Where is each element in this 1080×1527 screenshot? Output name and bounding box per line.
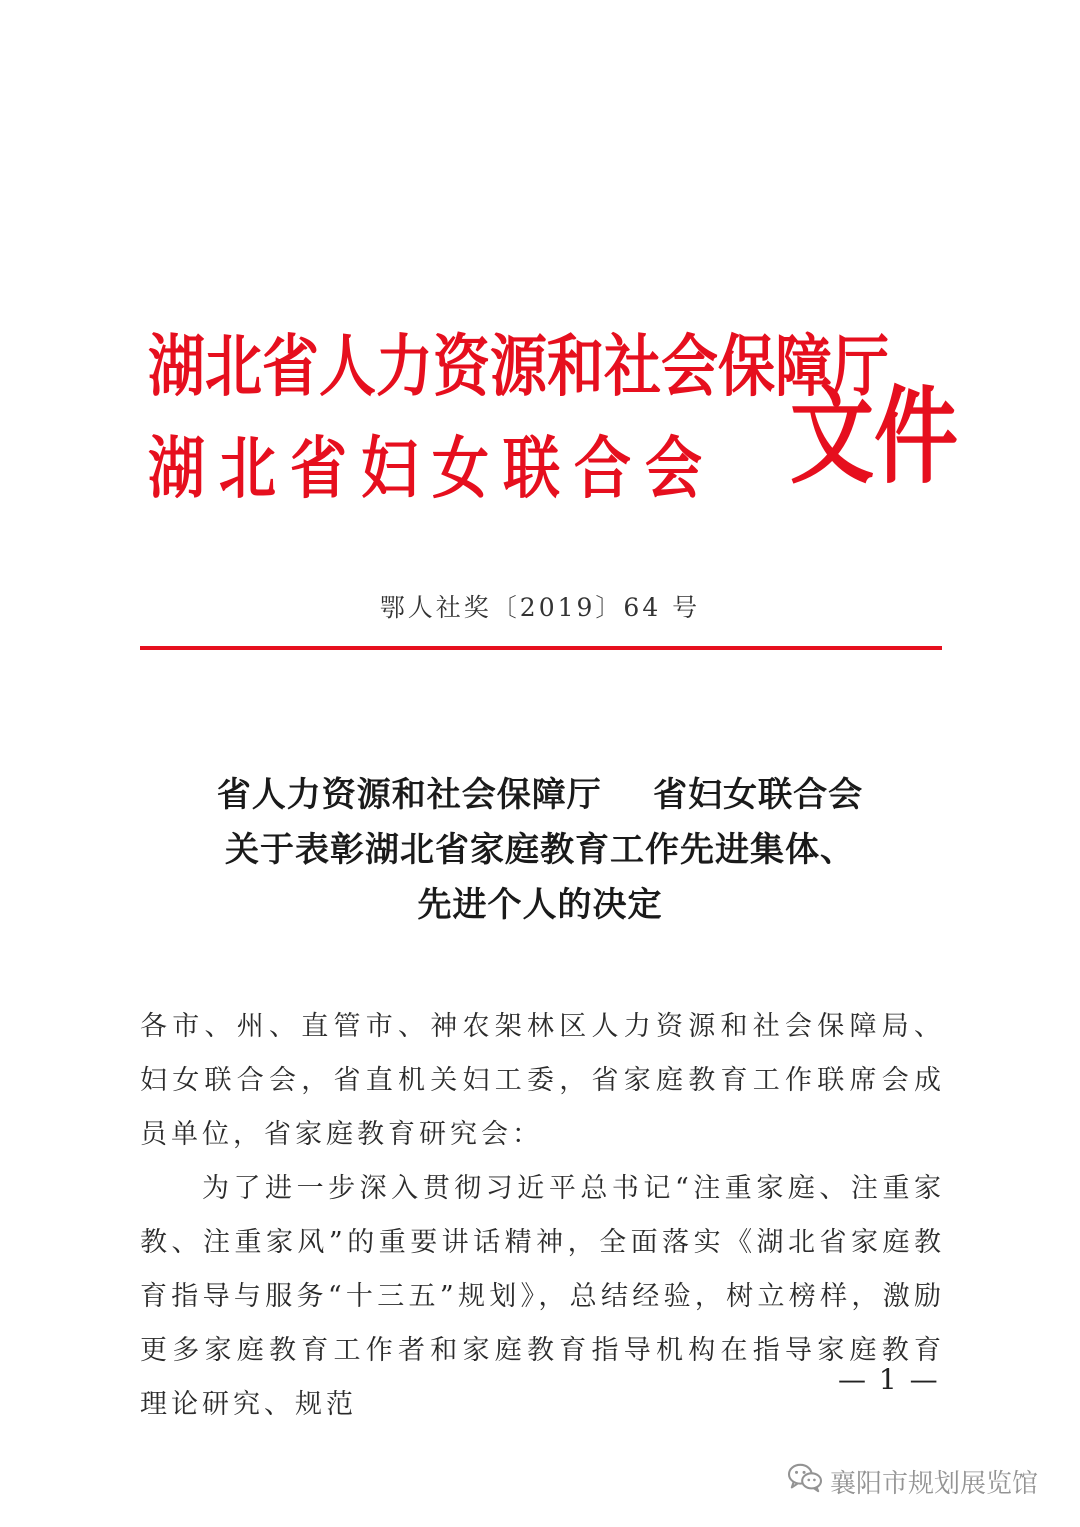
issuer-name-womens-federation: 湖北省妇女联合会 (148, 429, 716, 509)
document-label: 文件 (790, 374, 959, 498)
title-line-1: 省人力资源和社会保障厅 省妇女联合会 (216, 775, 864, 815)
page-number: — 1 — (838, 1363, 940, 1396)
title-line-3: 先进个人的决定 (417, 885, 663, 925)
issuer-name-hrss: 湖北省人力资源和社会保障厅 (148, 327, 889, 407)
document-title (0, 768, 1080, 933)
wechat-icon (786, 1462, 824, 1501)
document-body (140, 1000, 945, 1432)
red-divider (140, 646, 942, 650)
document-header (140, 305, 959, 509)
body-paragraph: 为了进一步深入贯彻习近平总书记“注重家庭、注重家教、注重家风”的重要讲话精神，全面落实《湖北省家庭教育指导与服务“十三五”规划》，总结经验，树立榜样，激励更多家庭教育工作者和家庭教育指导机构在指导家庭教育理论研究、规范 (140, 1173, 945, 1420)
watermark (786, 1462, 1038, 1501)
document-number: 鄂人社奖〔2019〕64 号 (379, 593, 701, 622)
watermark-text: 襄阳市规划展览馆 (829, 1468, 1038, 1498)
salutation: 各市、州、直管市、神农架林区人力资源和社会保障局、妇女联合会，省直机关妇工委，省家庭教育工作联席会成员单位，省家庭教育研究会： (140, 1011, 945, 1150)
title-line-2: 关于表彰湖北省家庭教育工作先进集体、 (225, 830, 855, 870)
